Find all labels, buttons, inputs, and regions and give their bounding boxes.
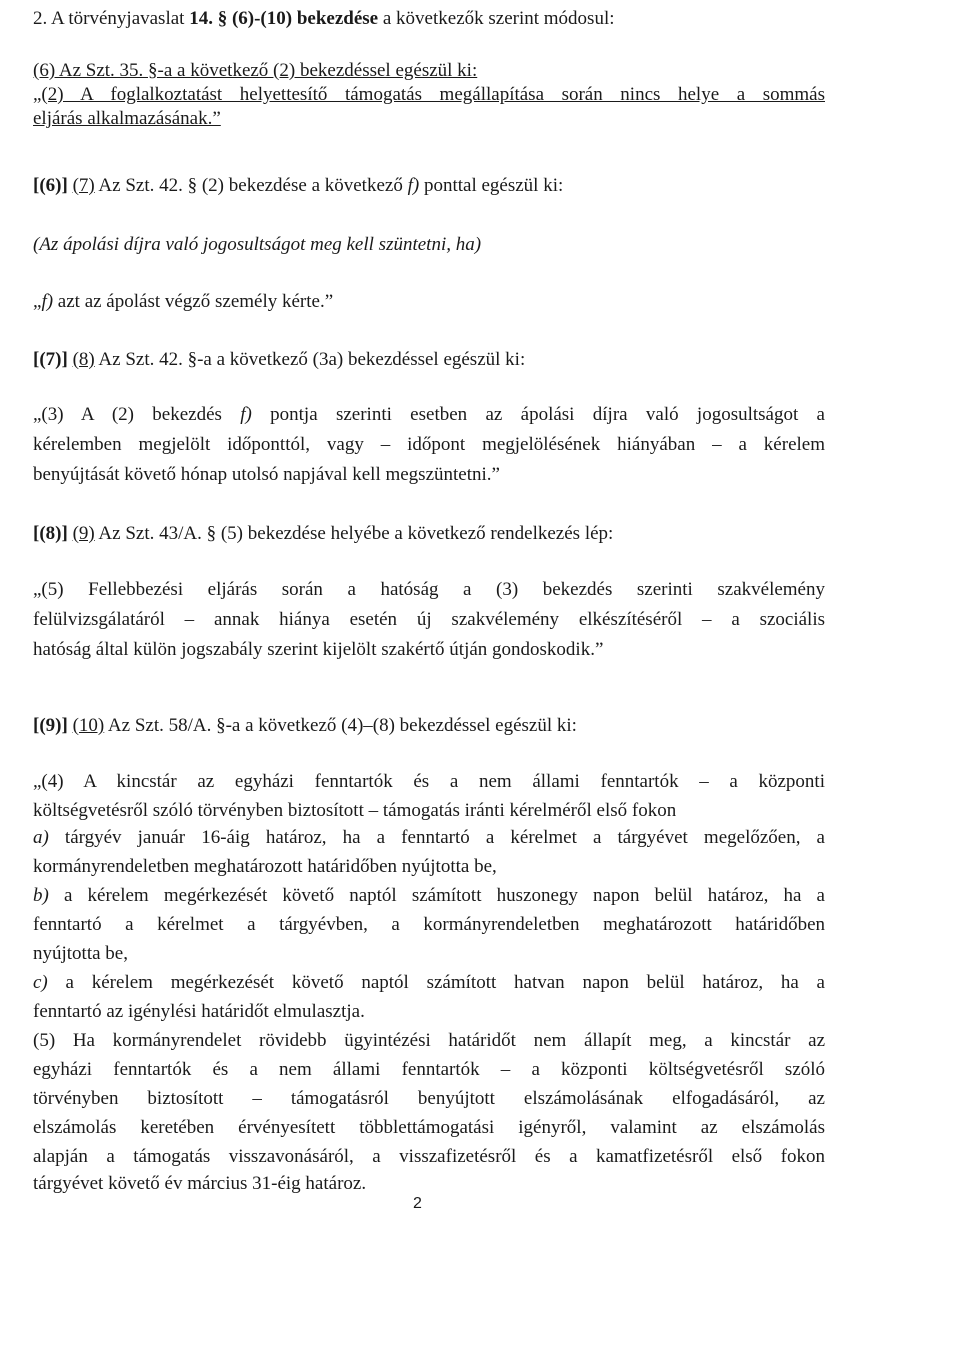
- para-8-quote-line-1: „(3) A (2) bekezdés f) pontja szerinti esetben az ápolási díjra való jogosultságot a: [33, 404, 825, 425]
- para-9-intro: [(8)] (9) Az Szt. 43/A. § (5) bekezdése helyébe a következő rendelkezés lép:: [33, 523, 614, 544]
- para-9-quote-line-3: hatóság által külön jogszabály szerint kijelölt szakértő útján gondoskodik.”: [33, 639, 604, 660]
- deleted-number: [(6)]: [33, 175, 68, 196]
- para-10-line-2: költségvetésről szóló törvényben biztosított – támogatás iránti kérelméről első fokon: [33, 800, 677, 821]
- new-number: (7): [72, 175, 95, 196]
- para-7-context: (Az ápolási díjra való jogosultságot meg kell szüntetni, ha): [33, 234, 482, 255]
- deleted-number: [(7)]: [33, 349, 68, 370]
- heading-bold-reference: 14. § (6)-(10) bekezdése: [189, 8, 379, 29]
- para-8-quote-line-3: benyújtását követő hónap utolsó napjával kell megszüntetni.”: [33, 464, 500, 485]
- point-c-line-2: fenntartó az igénylési határidőt elmulasztja.: [33, 1001, 365, 1022]
- point-b-line-1: b) a kérelem megérkezését követő naptól számított huszonegy napon belül határoz, ha a: [33, 885, 825, 906]
- point-a-label: a): [33, 827, 49, 848]
- new-number: (8): [72, 349, 95, 370]
- para-8-intro: [(7)] (8) Az Szt. 42. §-a a következő (3a) bekezdéssel egészül ki:: [33, 349, 526, 370]
- point-c-line-1: c) a kérelem megérkezését követő naptól számított hatvan napon belül határoz, ha a: [33, 972, 825, 993]
- para-8-quote-line-2: kérelemben megjelölt időponttól, vagy – időpont megjelölésének hiányában – a kérelem: [33, 434, 825, 455]
- para-10-line-1: „(4) A kincstár az egyházi fenntartók és a nem állami fenntartók – a központi: [33, 771, 825, 792]
- point-a-line-2: kormányrendeletben meghatározott határidőben nyújtotta be,: [33, 856, 497, 877]
- para-6-intro: (6) Az Szt. 35. §-a a következő (2) bekezdéssel egészül ki:: [33, 60, 478, 81]
- para-7-point-f: „f) azt az ápolást végző személy kérte.”: [33, 291, 334, 312]
- para-5-line-2: egyházi fenntartók és a nem állami fenntartók – a központi költségvetésről szóló: [33, 1059, 825, 1080]
- point-a-line-1: a) tárgyév január 16-áig határoz, ha a fenntartó a kérelmet a tárgyévet megelőzően, a: [33, 827, 825, 848]
- para-6-quote-line-1: „(2) A foglalkoztatást helyettesítő támogatás megállapítása során nincs helye a sommás: [33, 84, 825, 105]
- point-c-label: c): [33, 972, 48, 993]
- para-5-line-1: (5) Ha kormányrendelet rövidebb ügyintézési határidőt nem állapít meg, a kincstár az: [33, 1030, 825, 1051]
- para-10-intro: [(9)] (10) Az Szt. 58/A. §-a a következő (4)–(8) bekezdéssel egészül ki:: [33, 715, 577, 736]
- para-9-quote-line-2: felülvizsgálatáról – annak hiánya esetén új szakvélemény elkészítéséről – a szociális: [33, 609, 825, 630]
- deleted-number: [(8)]: [33, 523, 68, 544]
- page-number: 2: [413, 1195, 422, 1212]
- para-7-intro: [(6)] (7) Az Szt. 42. § (2) bekezdése a következő f) ponttal egészül ki:: [33, 175, 564, 196]
- para-5-line-4: elszámolás keretében érvényesített többlettámogatási igényről, valamint az elszámolás: [33, 1117, 825, 1138]
- para-5-line-3: törvényben biztosított – támogatásról benyújtott elszámolásának elfogadásáról, az: [33, 1088, 825, 1109]
- point-b-line-2: fenntartó a kérelmet a tárgyévben, a kormányrendeletben meghatározott határidőben: [33, 914, 825, 935]
- deleted-number: [(9)]: [33, 715, 68, 736]
- new-number: (10): [72, 715, 105, 736]
- para-6-quote-line-2: eljárás alkalmazásának.”: [33, 108, 221, 129]
- new-number: (9): [72, 523, 95, 544]
- para-5-line-6: tárgyévet követő év március 31-éig határoz.: [33, 1173, 367, 1194]
- point-b-line-3: nyújtotta be,: [33, 943, 128, 964]
- para-5-line-5: alapján a támogatás visszavonásáról, a visszafizetésről és a kamatfizetésről első fokon: [33, 1146, 825, 1167]
- para-9-quote-line-1: „(5) Fellebbezési eljárás során a hatóság a (3) bekezdés szerinti szakvélemény: [33, 579, 825, 600]
- amendment-heading: 2. A törvényjavaslat 14. § (6)-(10) bekezdése a következők szerint módosul:: [33, 8, 615, 29]
- point-b-label: b): [33, 885, 49, 906]
